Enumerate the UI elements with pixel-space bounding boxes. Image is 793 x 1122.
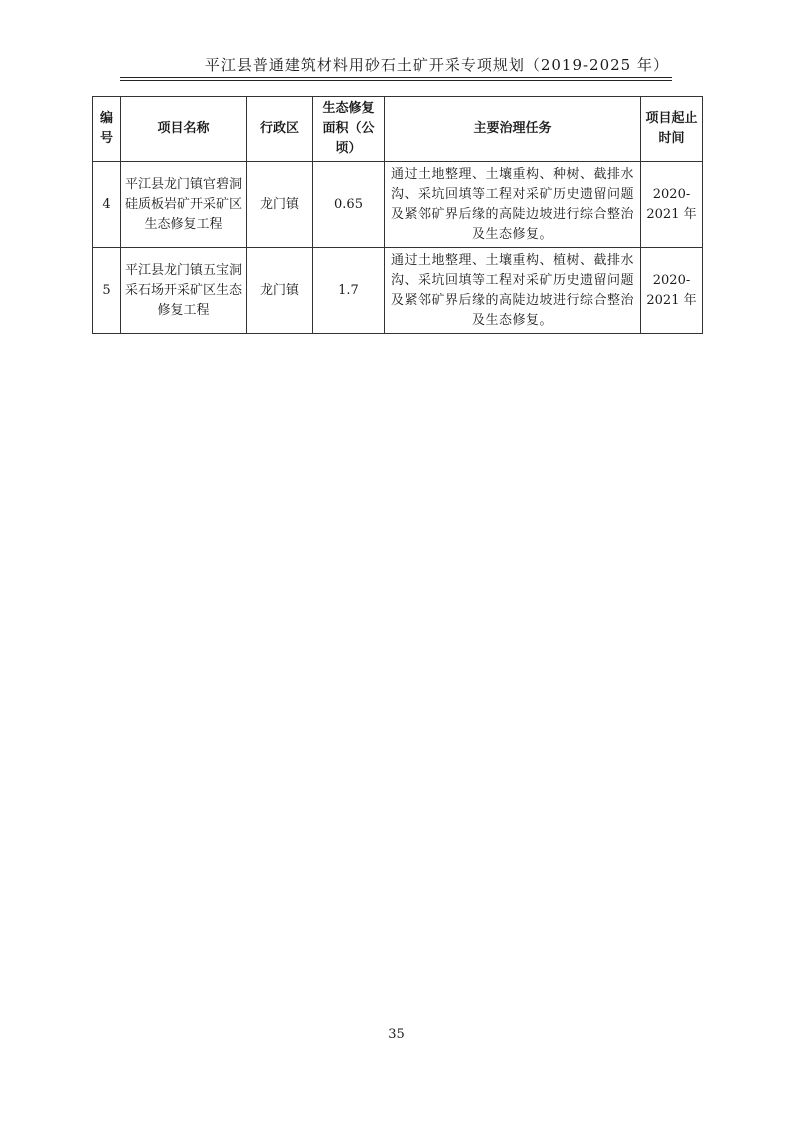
page-number: 35 <box>388 1027 405 1042</box>
column-header-district: 行政区 <box>247 97 313 162</box>
table-row <box>93 162 703 248</box>
cell-period: 2020-2021 年 <box>641 248 703 334</box>
cell-district: 龙门镇 <box>247 162 313 248</box>
column-header-restoration-area: 生态修复面积（公顷） <box>313 97 385 162</box>
cell-project-name: 平江县龙门镇官碧洞硅质板岩矿开采矿区生态修复工程 <box>121 162 247 248</box>
cell-district: 龙门镇 <box>247 248 313 334</box>
cell-main-tasks: 通过土地整理、土壤重构、种树、截排水沟、采坑回填等工程对采矿历史遗留问题及紧邻矿界后缘的高陡边坡进行综合整治及生态修复。 <box>385 162 641 248</box>
document-header-title: 平江县普通建筑材料用砂石土矿开采专项规划（2019-2025 年） <box>204 56 669 74</box>
header-rule-thick <box>120 77 672 78</box>
table-row <box>93 248 703 334</box>
cell-restoration-area: 1.7 <box>313 248 385 334</box>
cell-number: 4 <box>93 162 121 248</box>
header-rule-thin <box>120 80 672 81</box>
restoration-projects-table <box>92 96 703 334</box>
column-header-period: 项目起止时间 <box>641 97 703 162</box>
cell-main-tasks: 通过土地整理、土壤重构、植树、截排水沟、采坑回填等工程对采矿历史遗留问题及紧邻矿界后缘的高陡边坡进行综合整治及生态修复。 <box>385 248 641 334</box>
column-header-number: 编号 <box>93 97 121 162</box>
cell-number: 5 <box>93 248 121 334</box>
table-header-row <box>93 97 703 162</box>
column-header-main-tasks: 主要治理任务 <box>385 97 641 162</box>
cell-period: 2020-2021 年 <box>641 162 703 248</box>
cell-restoration-area: 0.65 <box>313 162 385 248</box>
column-header-project-name: 项目名称 <box>121 97 247 162</box>
cell-project-name: 平江县龙门镇五宝洞采石场开采矿区生态修复工程 <box>121 248 247 334</box>
